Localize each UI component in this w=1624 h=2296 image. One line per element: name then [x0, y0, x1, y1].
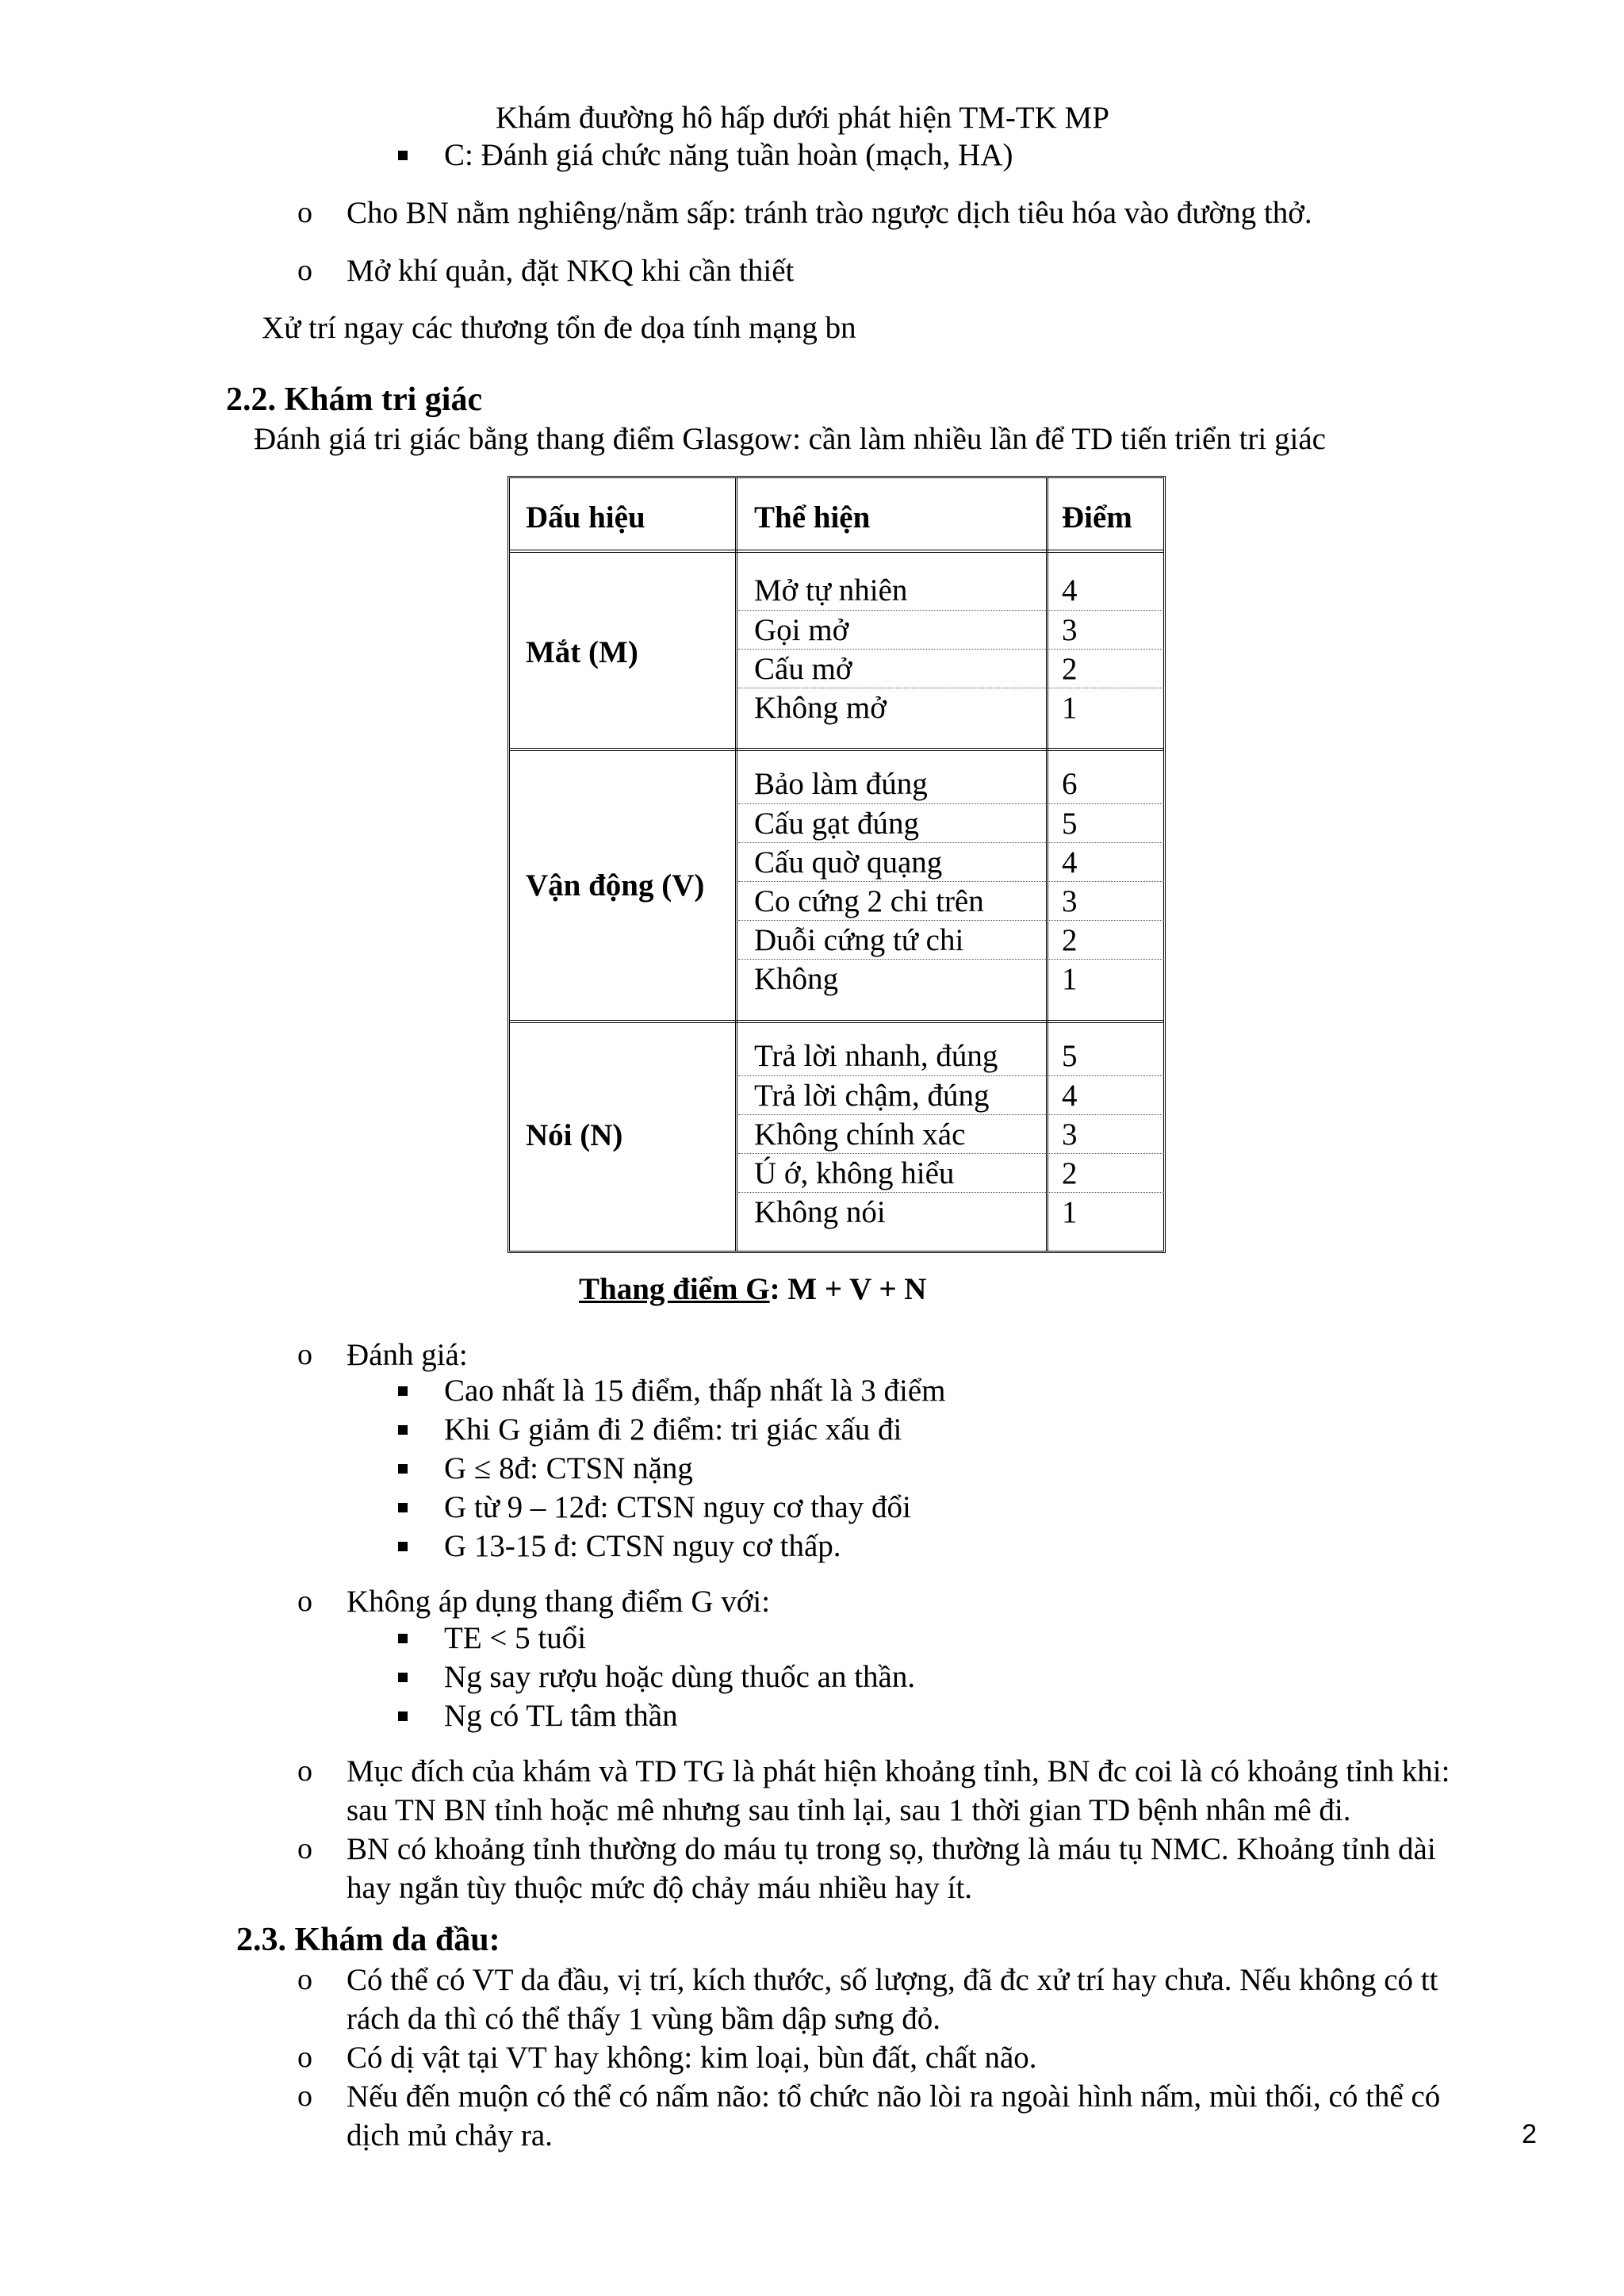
- table-cell: Không mở: [754, 691, 887, 725]
- square-bullet-icon: [398, 1673, 408, 1682]
- paragraph-line: hay ngắn tùy thuộc mức độ chảy máu nhiều hay ít.: [347, 1871, 973, 1905]
- paragraph-line: dịch mủ chảy ra.: [347, 2118, 553, 2152]
- table-cell: Cấu mở: [754, 652, 852, 686]
- table-cell: Cấu gạt đúng: [754, 807, 919, 841]
- glasgow-table: [508, 476, 1166, 1253]
- square-bullet-icon: [398, 1634, 408, 1643]
- text-line: Mở khí quản, đặt NKQ khi cần thiết: [347, 254, 795, 288]
- table-cell: 5: [1062, 807, 1078, 841]
- section-heading: 2.3. Khám da đầu:: [236, 1922, 500, 1958]
- formula-label: Thang điểm G: [579, 1272, 770, 1306]
- list-title: Không áp dụng thang điểm G với:: [347, 1585, 771, 1619]
- circle-bullet-icon: o: [297, 254, 312, 287]
- formula: [579, 1271, 926, 1309]
- table-cell: 5: [1062, 1039, 1078, 1073]
- list-item: Ng có TL tâm thần: [444, 1699, 678, 1733]
- text-line: Xử trí ngay các thương tổn đe dọa tính mạng bn: [262, 311, 856, 345]
- section-intro: Đánh giá tri giác bằng thang điểm Glasgow: cần làm nhiều lần để TD tiến triển tri giác: [254, 422, 1326, 456]
- table-cell: Cấu quờ quạng: [754, 845, 943, 880]
- paragraph-line: BN có khoảng tỉnh thường do máu tụ trong sọ, thường là máu tụ NMC. Khoảng tỉnh dài: [347, 1832, 1436, 1866]
- circle-bullet-icon: o: [297, 2041, 312, 2074]
- table-cell: 3: [1062, 613, 1078, 647]
- table-cell: 4: [1062, 845, 1078, 880]
- table-cell: 3: [1062, 884, 1078, 918]
- circle-bullet-icon: o: [297, 2079, 312, 2113]
- list-item: Khi G giảm đi 2 điểm: tri giác xấu đi: [444, 1412, 902, 1447]
- table-cell: 2: [1062, 652, 1078, 686]
- paragraph-line: Nếu đến muộn có thể có nấm não: tổ chức não lòi ra ngoài hình nấm, mùi thối, có thể có: [347, 2079, 1441, 2114]
- paragraph-line: Có dị vật tại VT hay không: kim loại, bùn đất, chất não.: [347, 2041, 1037, 2075]
- table-cell: 1: [1062, 1195, 1078, 1229]
- text-line: C: Đánh giá chức năng tuần hoàn (mạch, HA): [444, 138, 1013, 172]
- table-cell: 2: [1062, 1156, 1078, 1190]
- table-cell: Trả lời nhanh, đúng: [754, 1039, 998, 1073]
- page-number: 2: [1522, 2119, 1537, 2149]
- square-bullet-icon: [398, 1386, 408, 1396]
- table-cell: Gọi mở: [754, 613, 849, 647]
- table-group-label: Nói (N): [526, 1118, 623, 1152]
- square-bullet-icon: [398, 1542, 408, 1551]
- square-bullet-icon: [398, 1711, 408, 1721]
- table-cell: Không nói: [754, 1195, 886, 1229]
- table-cell: Bảo làm đúng: [754, 767, 928, 801]
- table-cell: 2: [1062, 923, 1078, 957]
- list-item: Cao nhất là 15 điểm, thấp nhất là 3 điểm: [444, 1374, 946, 1408]
- table-cell: 4: [1062, 573, 1078, 608]
- table-cell: 6: [1062, 767, 1078, 801]
- table-cell: 4: [1062, 1079, 1078, 1113]
- table-cell: 1: [1062, 962, 1078, 996]
- section-heading: 2.2. Khám tri giác: [226, 381, 483, 418]
- circle-bullet-icon: o: [297, 196, 312, 229]
- table-group-label: Vận động (V): [526, 868, 705, 903]
- circle-bullet-icon: o: [297, 1963, 312, 1996]
- circle-bullet-icon: o: [297, 1338, 312, 1371]
- circle-bullet-icon: o: [297, 1585, 312, 1618]
- circle-bullet-icon: o: [297, 1754, 312, 1788]
- table-cell: Không chính xác: [754, 1117, 966, 1152]
- list-item: G 13-15 đ: CTSN nguy cơ thấp.: [444, 1529, 841, 1563]
- list-item: G ≤ 8đ: CTSN nặng: [444, 1451, 693, 1485]
- square-bullet-icon: [398, 1503, 408, 1512]
- table-cell: Trả lời chậm, đúng: [754, 1079, 990, 1113]
- paragraph-line: sau TN BN tỉnh hoặc mê nhưng sau tỉnh lại, sau 1 thời gian TD bệnh nhân mê đi.: [347, 1793, 1351, 1827]
- square-bullet-icon: [398, 1425, 408, 1435]
- square-bullet-icon: [398, 151, 408, 160]
- list-item: G từ 9 – 12đ: CTSN nguy cơ thay đổi: [444, 1490, 911, 1524]
- text-line: Cho BN nằm nghiêng/nằm sấp: tránh trào ngược dịch tiêu hóa vào đường thở.: [347, 196, 1312, 230]
- table-cell: Duỗi cứng tứ chi: [754, 923, 964, 957]
- list-title: Đánh giá:: [347, 1338, 468, 1372]
- list-item: TE < 5 tuổi: [444, 1621, 587, 1655]
- list-item: Ng say rượu hoặc dùng thuốc an thần.: [444, 1660, 916, 1694]
- circle-bullet-icon: o: [297, 1832, 312, 1865]
- table-cell: 3: [1062, 1117, 1078, 1152]
- table-header-cell: Thể hiện: [754, 500, 871, 535]
- paragraph-line: Mục đích của khám và TD TG là phát hiện khoảng tỉnh, BN đc coi là có khoảng tỉnh khi:: [347, 1754, 1450, 1788]
- table-cell: 1: [1062, 691, 1078, 725]
- formula-expression: : M + V + N: [769, 1272, 927, 1306]
- table-header-cell: Điểm: [1062, 500, 1132, 535]
- table-cell: Không: [754, 962, 839, 996]
- table-cell: Mở tự nhiên: [754, 573, 908, 608]
- table-cell: Ú ớ, không hiểu: [754, 1156, 955, 1190]
- paragraph-line: Có thể có VT da đầu, vị trí, kích thước, số lượng, đã đc xử trí hay chưa. Nếu không có tt: [347, 1963, 1438, 1997]
- text-line: Khám đuường hô hấp dưới phát hiện TM-TK MP: [496, 101, 1109, 135]
- table-header-cell: Dấu hiệu: [526, 500, 645, 535]
- table-group-label: Mắt (M): [526, 635, 638, 669]
- paragraph-line: rách da thì có thể thấy 1 vùng bầm dập sưng đỏ.: [347, 2002, 940, 2036]
- table-cell: Co cứng 2 chi trên: [754, 884, 984, 918]
- square-bullet-icon: [398, 1464, 408, 1474]
